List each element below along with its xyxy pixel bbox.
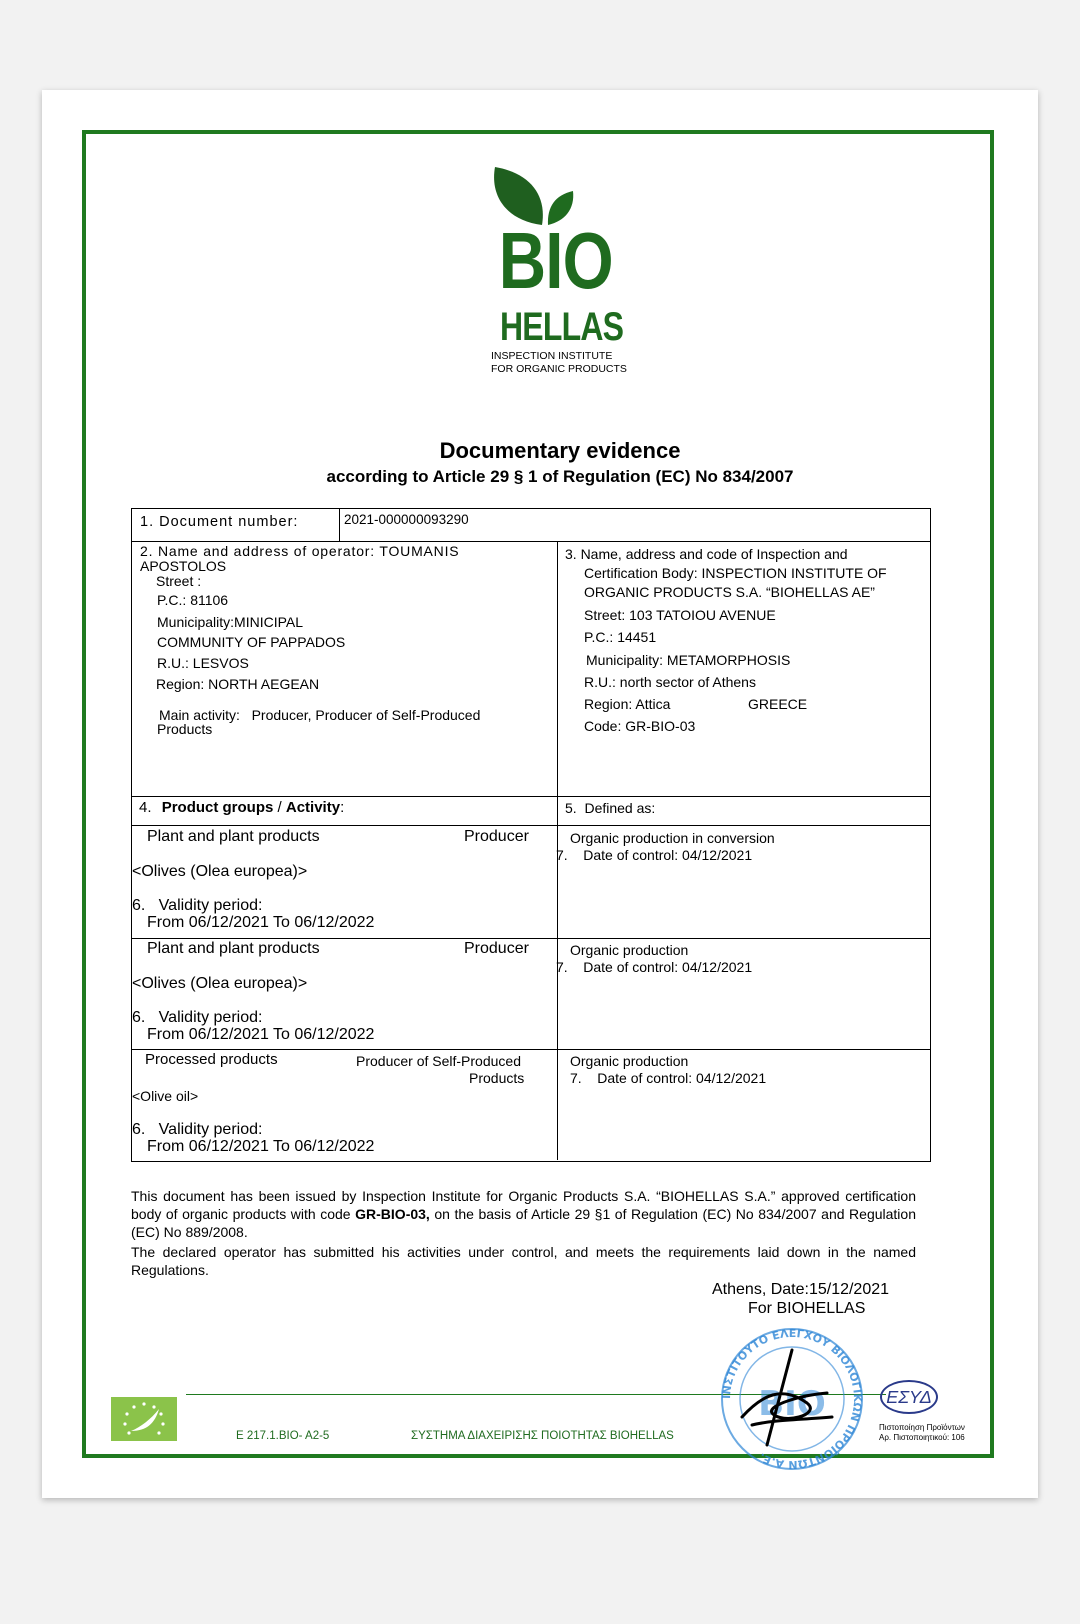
operator-street: Street :: [156, 573, 202, 589]
row3-group: Processed products: [145, 1051, 278, 1068]
statement-p1-a: This document has been issued by Inspection Institute for Organic Products S.A. “BIOHELLAS S.A.” approved certification body of organic products with code: [131, 1188, 916, 1222]
logo-bio-text: BIO: [498, 216, 613, 305]
esyd-note: [879, 1423, 965, 1443]
inspection-region: Region: Attica: [584, 696, 671, 712]
inspection-pc: P.C.: 14451: [584, 629, 657, 645]
row2-defined: Organic production: [570, 942, 689, 958]
row1-product: <Olives (Olea europea)>: [132, 863, 308, 880]
inspection-country: GREECE: [748, 696, 808, 712]
row2-product: <Olives (Olea europea)>: [132, 975, 308, 992]
row3-validity: From 06/12/2021 To 06/12/2022: [147, 1138, 375, 1155]
esyd-logo: ΕΣΥΔ: [880, 1380, 938, 1414]
row1-control: 7. Date of control: 04/12/2021: [556, 847, 753, 863]
eu-organic-logo: [111, 1397, 177, 1441]
row2-control: 7. Date of control: 04/12/2021: [556, 959, 753, 975]
stamp-ring-text: ΙΝΣΤΙΤΟΥΤΟ ΕΛΕΓΧΟΥ ΒΙΟΛΟΓΙΚΩΝ ΠΡΟΪΟΝΤΩΝ Α.Ε.: [719, 1326, 865, 1472]
document-number-label: 1. Document number:: [140, 514, 299, 530]
stamp-seal-icon: [712, 1325, 872, 1473]
row3-activity-2: Products: [469, 1070, 525, 1086]
details-table: [131, 542, 931, 1162]
eu-leaf-icon: [111, 1397, 177, 1441]
document-number-value: 2021-000000093290: [344, 512, 469, 527]
statement-paragraph-1: [131, 1187, 916, 1241]
product-groups-label: Product groups: [161, 799, 274, 816]
document-title: Documentary evidence: [439, 438, 681, 463]
inspection-municipality: Municipality: METAMORPHOSIS: [586, 652, 791, 668]
inspection-body-line2: Certification Body: INSPECTION INSTITUTE OF: [584, 565, 887, 581]
row1-defined: Organic production in conversion: [570, 830, 775, 846]
operator-pc: P.C.: 81106: [157, 592, 229, 608]
row1-activity: Producer: [464, 828, 529, 845]
inspection-street: Street: 103 TATOIOU AVENUE: [584, 607, 776, 623]
row3-activity-1: Producer of Self-Produced: [356, 1053, 521, 1069]
logo-tagline-1: INSPECTION INSTITUTE: [491, 350, 613, 362]
operator-activity-1: Main activity: Producer, Producer of Self-Produced: [159, 707, 481, 723]
row3-control: 7. Date of control: 04/12/2021: [570, 1070, 767, 1086]
row2-validity: From 06/12/2021 To 06/12/2022: [147, 1026, 375, 1043]
signature-for: For BIOHELLAS: [748, 1300, 866, 1317]
inspection-code: Code: GR-BIO-03: [584, 718, 696, 734]
operator-activity-2: Products: [157, 721, 213, 737]
product-groups-header: [139, 798, 344, 817]
footer-doc-code: E 217.1.BIO- A2-5: [236, 1430, 330, 1442]
row3-defined: Organic production: [570, 1053, 689, 1069]
document-subtitle: according to Article 29 § 1 of Regulation (EC) No 834/2007: [326, 467, 794, 486]
inspection-body-line3: ORGANIC PRODUCTS S.A. “BIOHELLAS AE”: [584, 584, 875, 600]
row3-product: <Olive oil>: [132, 1088, 199, 1104]
statement-paragraph-2: The declared operator has submitted his activities under control, and meets the requirements laid down in the named Regulations.: [131, 1244, 916, 1278]
operator-heading-1: 2. Name and address of operator: TOUMANIS: [140, 543, 460, 559]
operator-municipality-2: COMMUNITY OF PAPPADOS: [157, 634, 346, 650]
row2-activity: Producer: [464, 940, 529, 957]
operator-region: Region: NORTH AEGEAN: [156, 676, 320, 692]
operator-heading-2: APOSTOLOS: [140, 558, 227, 574]
statement-p1-b: on the basis of Article 29 §1 of Regulation (EC) No 834/2007 and Regulation (EC) No 889/2008.: [131, 1206, 916, 1240]
product-groups-colon: :: [340, 799, 345, 816]
row2-validity-label: 6. Validity period:: [132, 1009, 263, 1026]
row3-validity-label: 6. Validity period:: [132, 1121, 263, 1138]
inspection-ru: R.U.: north sector of Athens: [584, 674, 756, 690]
product-groups-slash: /: [273, 799, 286, 816]
inspection-body-line1: 3. Name, address and code of Inspection and: [565, 546, 848, 562]
esyd-note-1: Πιστοποίηση Προϊόντων: [879, 1423, 965, 1432]
defined-as-header: 5. Defined as:: [565, 800, 656, 816]
logo-hellas-text: HELLAS: [500, 305, 624, 349]
signature-place-date: Athens, Date:15/12/2021: [712, 1281, 890, 1298]
logo-tagline-2: FOR ORGANIC PRODUCTS: [491, 363, 627, 375]
stamp-center-text: BIO: [758, 1384, 826, 1424]
document-number-box: [131, 508, 931, 542]
official-stamp: [712, 1325, 872, 1473]
biohellas-logo: [485, 165, 625, 380]
activity-label: Activity: [285, 799, 341, 816]
esyd-note-2: Αρ. Πιστοποιητικού: 106: [879, 1433, 965, 1442]
row2-group: Plant and plant products: [147, 940, 320, 957]
product-groups-number: 4.: [139, 799, 152, 816]
row1-validity-label: 6. Validity period:: [132, 897, 263, 914]
row1-validity: From 06/12/2021 To 06/12/2022: [147, 914, 375, 931]
operator-ru: R.U.: LESVOS: [157, 655, 249, 671]
footer-system: ΣΥΣΤΗΜΑ ΔΙΑΧΕΙΡΙΣΗΣ ΠΟΙΟΤΗΤΑΣ BIOHELLAS: [411, 1430, 674, 1442]
statement-code: GR-BIO-03,: [355, 1206, 430, 1222]
operator-municipality-1: Municipality:MINICIPAL: [157, 614, 304, 630]
row1-group: Plant and plant products: [147, 828, 320, 845]
